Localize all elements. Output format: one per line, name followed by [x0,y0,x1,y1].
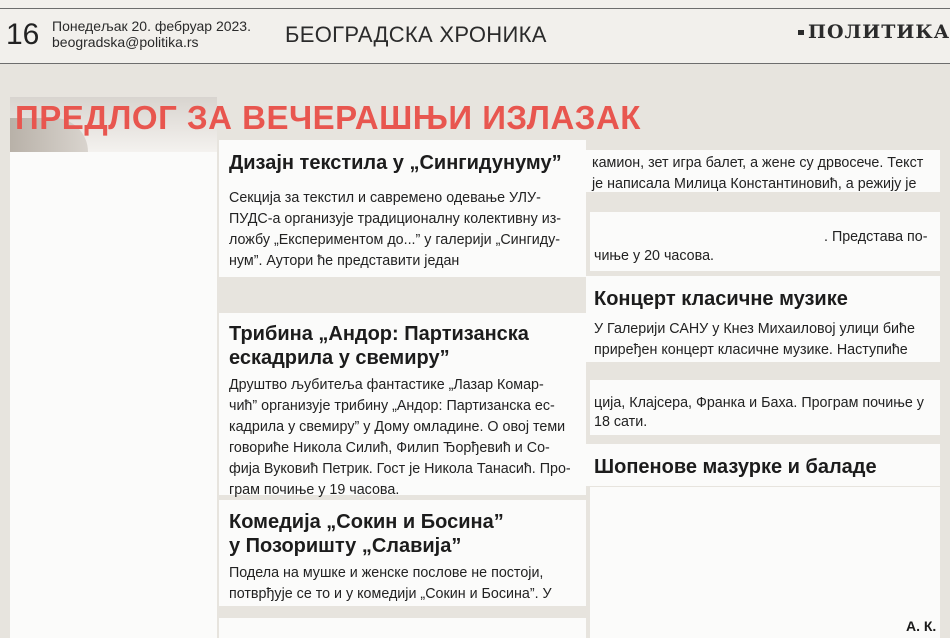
banner-title: ПРЕДЛОГ ЗА ВЕЧЕРАШЊИ ИЗЛАЗАК [15,99,641,136]
text-line: кадрила у свемиру” у Дому омладине. О овој теми [229,419,566,435]
text-line: приређен концерт класичне музике. Наступиће [594,342,908,358]
text-line: . Представа по- [824,229,928,245]
text-line: Друштво љубитеља фантастике „Лазар Комар- [229,377,544,393]
comedy-footer-strip [219,618,586,638]
headline-tribune-line2: ескадрила у свемиру” [229,347,450,369]
header-top-rule [0,8,950,9]
concert-tail [590,380,940,435]
author-signature: А. К. [906,618,937,634]
text-line: говориће Никола Силић, Филип Ђорђевић и Со- [229,440,550,456]
headline-comedy-line2: у Позоришту „Славија” [229,535,462,557]
text-line: 18 сати. [594,414,648,430]
headline-textile: Дизајн текстила у „Сингидунуму” [229,152,562,174]
text-line: Подела на мушке и женске послове не постоји, [229,565,544,581]
text-line: Секција за текстил и савремено одевање УЛУ- [229,190,541,206]
article-tribune [219,313,586,498]
text-line: ложбу „Експериментом до...” у галерији „Сингиду- [229,232,561,248]
headline-concert: Концерт класичне музике [594,288,848,310]
left-blank-column [10,152,217,638]
article-textile [219,140,586,277]
body-comedy [229,563,579,605]
section-email: beogradska@politika.rs [52,34,199,50]
headline-comedy-line1: Комедија „Сокин и Босина” [229,511,504,533]
text-line: У Галерији САНУ у Кнез Михаиловој улици биће [594,321,915,337]
body-tribune [229,375,579,501]
newspaper-logo: ПОЛИТИКА [808,21,950,43]
page-number: 16 [6,18,40,51]
text-line: ПУДС-а организује традиционалну колективну из- [229,211,562,227]
text-line: чић” организује трибину „Андор: Партизанска ес- [229,398,555,414]
article-chopin [586,444,940,486]
article-comedy-continued [586,150,940,192]
text-line: чиње у 20 часова. [594,248,714,264]
section-title: БЕОГРАДСКА ХРОНИКА [285,22,547,47]
body-textile [229,188,579,272]
logo-mark [798,30,804,35]
text-line: фија Вуковић Петрик. Гост је Никола Танасић. Про- [229,461,571,477]
comedy-continued-tail [590,212,940,271]
issue-date: Понедељак 20. фебруар 2023. [52,18,251,34]
text-line: потврђује се то и у комедији „Сокин и Босина”. У [229,586,552,602]
headline-tribune-line1: Трибина „Андор: Партизанска [229,323,529,345]
text-line: нум”. Аутори ће представити један [229,253,460,269]
body-concert [594,319,936,361]
chopin-blank-area [590,487,940,638]
text-line: грам почиње у 19 часова. [229,482,400,498]
body-comedy-continued [592,153,937,195]
article-concert [586,276,940,362]
text-line: камион, зет игра балет, а жене су дрвосече. Текст [592,155,924,171]
text-line: ција, Клајсера, Франка и Баха. Програм почиње у [594,395,924,411]
headline-chopin: Шопенове мазурке и баладе [594,456,877,478]
text-line: је написала Милица Константиновић, а режију је [592,176,917,192]
article-comedy [219,500,586,606]
